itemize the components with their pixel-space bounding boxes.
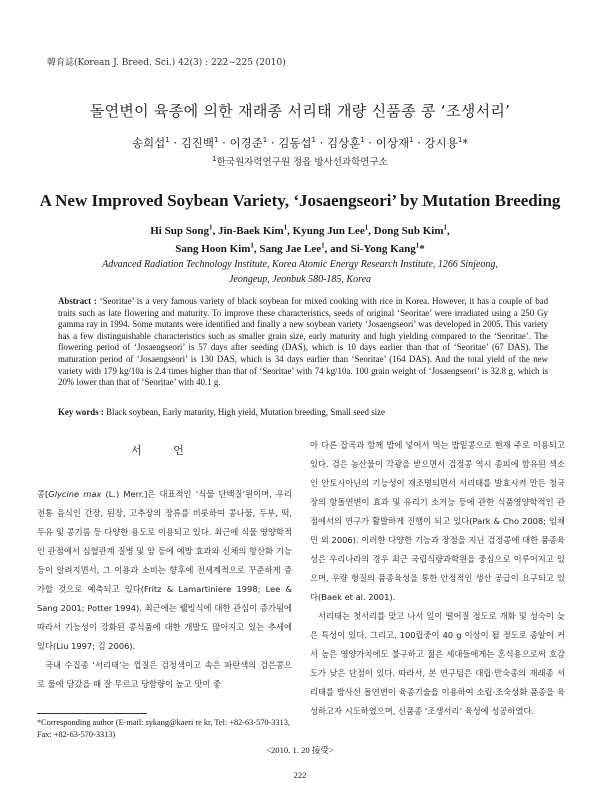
corresponding-author-footnote: *Corresponding author (E-mail: sykang@kaeri re kr, Tel: +82-63-570-3313, Fax: +82-63-570-3313) bbox=[37, 718, 290, 739]
corresponding-mark: * bbox=[462, 136, 469, 150]
korean-affiliation-text: 한국원자력연구원 정읍 방사선과학연구소 bbox=[216, 157, 388, 168]
author-name: Sang Jae Lee bbox=[259, 243, 322, 255]
intro-paragraph-2-cont: 아 다른 잡곡과 함께 밥에 넣어서 먹는 밥밑콩으로 현재 주로 이용되고 있다. 검은 농산물이 각광을 받으면서 검정콩 역시 종피에 함유된 색소인 안토시아닌의 기능성이 재조명되면서 서리태를 발효시켜 만든 청국장의 항돌연변이 효과 및 유리기 소거능 등에 관한 식품영양학적인 관점에서의 연구가 활발하게 진행이 되고 있다(Park & Cho 2008; 임채민 외 2006). 이러한 다양한 기능과 장점을 지닌 검정콩에 대한 품종육성은 우리나라의 경우 최근 국립식량과학원을 중심으로 이루어지고 있으며, 우량 형질의 품종육성을 통한 안정적인 생산 공급이 요구되고 있다(Baek et al. 2001). bbox=[310, 440, 565, 602]
keywords-text: Black soybean, Early maturity, High yield, Mutation breeding, Small seed size bbox=[106, 407, 385, 417]
abstract-label: Abstract : bbox=[58, 296, 97, 306]
author-name: Sang Hoon Kim bbox=[175, 243, 251, 255]
author-sup: 1 bbox=[409, 136, 414, 145]
author-separator: · bbox=[169, 136, 181, 150]
author-sup: 1 bbox=[364, 223, 369, 232]
english-authors-line2 bbox=[0, 243, 600, 255]
author-separator: · bbox=[218, 136, 230, 150]
korean-authors bbox=[0, 135, 600, 151]
right-column bbox=[310, 436, 565, 721]
author-name: 김진백 bbox=[180, 136, 215, 150]
affiliation-sup: 1 bbox=[212, 154, 217, 163]
author-sup: 1 bbox=[443, 223, 447, 232]
keywords bbox=[58, 407, 548, 417]
author-name: Kyung Jun Lee bbox=[292, 225, 365, 237]
intro-paragraph-2: 국내 수집종 ‘서리태’는 껍질은 검정색이고 속은 파란색의 검은콩으로 물에 담갔을 때 잘 무르고 당함량이 높고 맛이 좋 bbox=[37, 660, 292, 689]
english-affiliation-line1: Advanced Radiation Technology Institute, Korea Atomic Energy Research Institute, 1266 Sinjeong, bbox=[102, 259, 498, 270]
author-name: 김상훈 bbox=[326, 136, 361, 150]
english-affiliation-line2: Jeongeup, Jeonbuk 580-185, Korea bbox=[228, 274, 372, 285]
author-name: Jin-Baek Kim bbox=[217, 225, 284, 237]
korean-title: 돌연변이 육종에 의한 재래종 서리태 개량 신품종 콩 ‘조생서리’ bbox=[89, 102, 511, 120]
corresponding-mark: * bbox=[419, 243, 425, 255]
author-sup: 1 bbox=[321, 241, 325, 250]
author-and: and bbox=[330, 243, 351, 255]
author-sup: 1 bbox=[262, 136, 268, 145]
author-name: Si-Yong Kang bbox=[350, 243, 416, 255]
received-date: <2010. 1. 20 接受> bbox=[266, 745, 334, 755]
author-separator: , bbox=[253, 243, 260, 255]
author-separator: , bbox=[212, 225, 218, 237]
abstract-text: ‘Seoritae’ is a very famous variety of black soybean for mixed cooking with rice in Korea. However, it has a couple of bad traits such as late flowering and maturity. To improve these characteristics, seeds of original ‘Seoritae’ were irradiated using a 250 Gy gamma ray in 1994. Some mutants were identified and finally a new soybean variety ‘Josaengseori’ was developed in 2005. This variety has a few distinguishable characteristics such as smaller grain size, early maturity and high yielding compared to the ‘Seoritae’. The flowering period of ‘Josaengseori’ is 57 days after seeding (DAS), which is 10 days earlier than that of ‘Seoritae’ (67 DAS). The maturation period of ‘Josaengseori’ is 130 DAS, which is 34 days earlier than ‘Seoritae’ (164 DAS). And the total yield of the new variety with 179 kg/10a is 2.4 times higher than that of ‘Seoritae’ with 74 kg/10a. 100 grain weight of ‘Josaengseori’ is 32.8 g, which is 20% lower than that of ‘Seoritae’ with 40.1 g. bbox=[58, 296, 549, 388]
intro-paragraph-1: 콩[Glycine max (L.) Merr.]은 대표적인 ‘식물 단백질’원이며, 우리 전통 음식인 간장, 된장, 고추장의 장류를 비롯하여 콩나물, 두부, 떡, 두유 및 콩기름 등 다양한 용도로 이용되고 있다. 최근에 식물 영양학적인 관점에서 심혈관계 질병 및 암 등에 예방 효과와 신체의 항산화 기능 등이 알려지면서, 그 이용과 소비는 향후에 전세계적으로 꾸준하게 증가할 것으로 예측되고 있다(Fritz & Lamartiniere 1998; Lee & Sang 2001; Potter 1994). 최근에는 웰빙식에 대한 관심이 증가됨에 따라서 기능성이 강화된 콩식품에 대한 개발도 많아지고 있는 추세에 있다(Liu 1997; 김 2006). bbox=[37, 489, 292, 651]
english-authors-line1 bbox=[0, 225, 600, 237]
author-name: 김동섭 bbox=[278, 136, 312, 150]
author-separator: · bbox=[413, 136, 425, 150]
author-name: 강시용 bbox=[424, 136, 458, 150]
author-name: Hi Sup Song bbox=[150, 225, 209, 237]
author-separator: · bbox=[316, 136, 327, 150]
author-name: Dong Sub Kim bbox=[373, 225, 444, 237]
korean-affiliation bbox=[0, 154, 600, 168]
author-separator: , bbox=[324, 243, 331, 255]
author-sup: 1 bbox=[311, 136, 317, 145]
author-name: 이상재 bbox=[375, 136, 410, 150]
page-number: 222 bbox=[293, 770, 307, 780]
author-separator: , bbox=[447, 225, 450, 237]
author-name: 송희섭 bbox=[131, 136, 166, 150]
author-separator: · bbox=[267, 136, 279, 150]
author-sup: 1 bbox=[214, 136, 219, 145]
author-name: 이경준 bbox=[229, 136, 263, 150]
author-separator: · bbox=[364, 136, 376, 150]
intro-paragraph-3: 서리태는 첫서리를 맞고 나서 잎이 떨어질 정도로 개화 및 성숙이 늦은 특성이 있다. 그리고, 100립중이 40 g 이상이 될 정도로 종알이 커서 높은 영양가치에도 불구하고 젊은 세대들에게는 혼식용으로써 호감도가 낮은 단점이 있다. 따라서, 본 연구팀은 대립·만숙종의 재래종 서리태를 방사선 돌연변이 육종기술을 이용하여 소립·조숙성화 품종을 육성하고자 시도하였으며, 신품종 ‘조생서리’ 육성에 성공하였다. bbox=[310, 611, 565, 716]
author-sup: 1 bbox=[208, 223, 213, 232]
author-separator: , bbox=[287, 225, 293, 237]
footnote-divider bbox=[37, 713, 147, 714]
author-sup: 1 bbox=[283, 223, 288, 232]
abstract bbox=[58, 296, 548, 389]
journal-header: 韓育誌(Korean J. Breed. Sci.) 42(3) : 222∼225 (2010) bbox=[47, 58, 286, 68]
left-column bbox=[37, 485, 292, 694]
author-separator: , bbox=[368, 225, 374, 237]
author-sup: 1 bbox=[457, 136, 463, 145]
section-heading-intro: 서 언 bbox=[131, 444, 198, 457]
author-sup: 1 bbox=[360, 136, 365, 145]
author-sup: 1 bbox=[250, 241, 254, 250]
author-sup: 1 bbox=[165, 136, 170, 145]
author-sup: 1 bbox=[415, 241, 420, 250]
species-name: Glycine max bbox=[48, 489, 102, 499]
keywords-label: Key words : bbox=[58, 407, 104, 417]
english-title: A New Improved Soybean Variety, ‘Josaengseori’ by Mutation Breeding bbox=[39, 191, 561, 210]
